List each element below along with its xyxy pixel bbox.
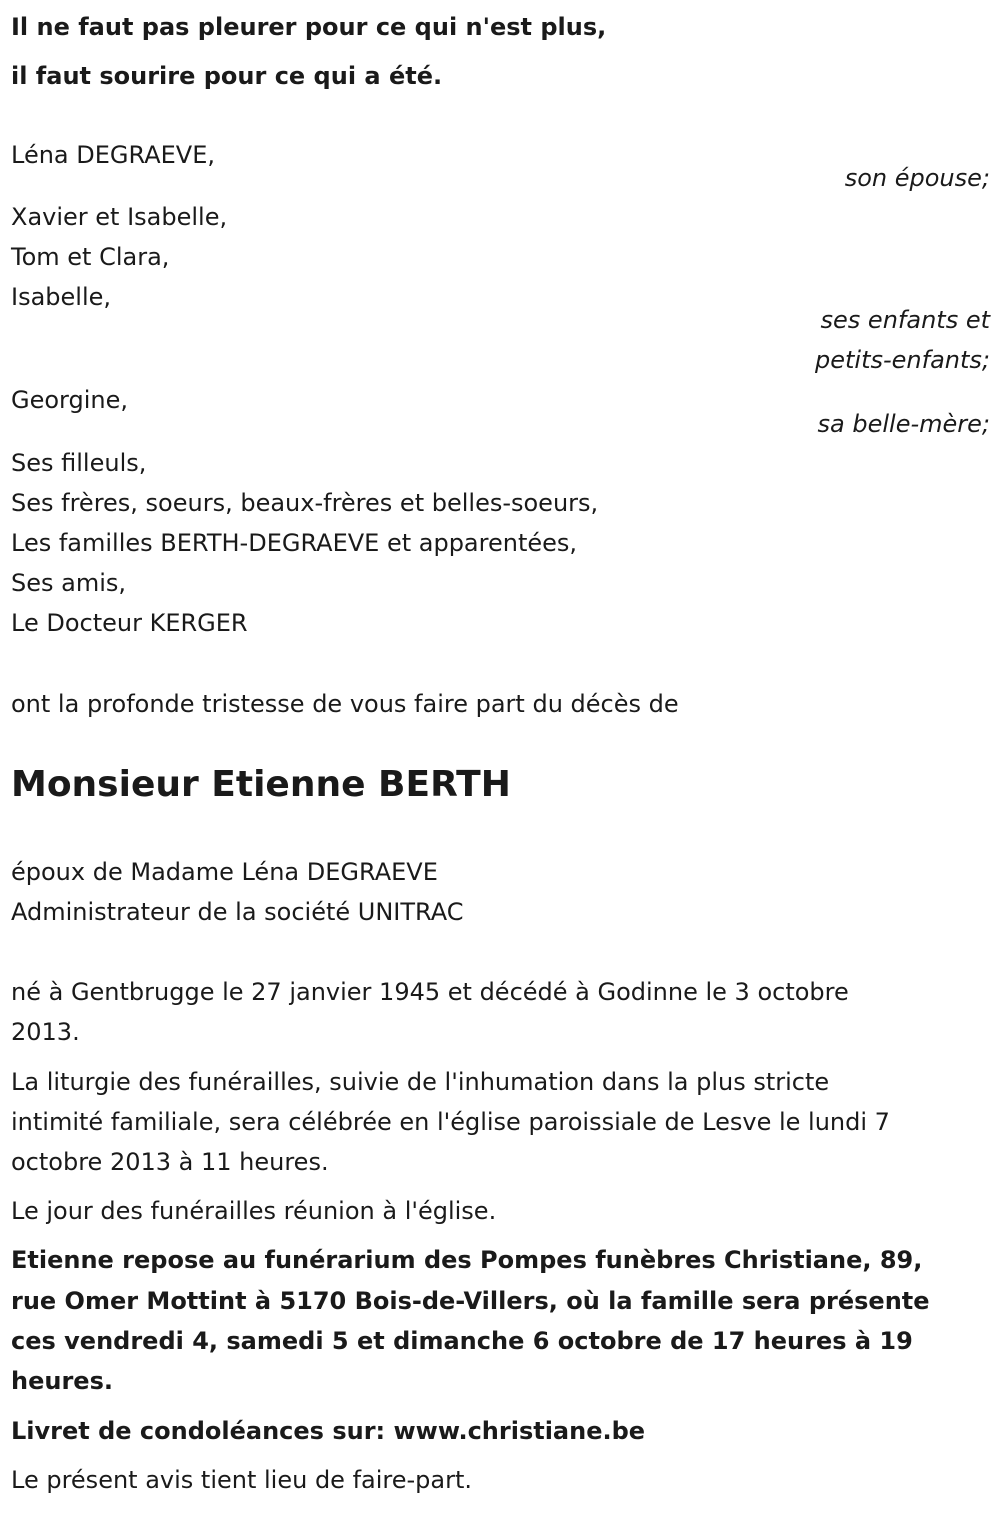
other-relative: Ses amis, (11, 569, 127, 597)
spouse-name: Léna DEGRAEVE, (11, 141, 215, 169)
profession: Administrateur de la société UNITRAC (11, 898, 464, 926)
meeting-info: Le jour des funérailles réunion à l'église. (11, 1197, 497, 1225)
child-entry: Tom et Clara, (11, 243, 170, 271)
birth-death-line-2: 2013. (11, 1018, 80, 1046)
children-role-line-2: petits-enfants; (815, 346, 990, 374)
condolences-link[interactable]: Livret de condoléances sur: www.christiane.be (11, 1417, 646, 1445)
repose-line-2: rue Omer Mottint à 5170 Bois-de-Villers, où la famille sera présente (11, 1287, 930, 1315)
mother-in-law-role: sa belle-mère; (817, 410, 990, 438)
child-entry: Isabelle, (11, 283, 112, 311)
spouse-of: époux de Madame Léna DEGRAEVE (11, 858, 438, 886)
liturgy-line-3: octobre 2013 à 11 heures. (11, 1148, 329, 1176)
other-relative: Ses filleuls, (11, 449, 147, 477)
epigraph-line-2: il faut sourire pour ce qui a été. (11, 62, 443, 90)
repose-line-4: heures. (11, 1367, 113, 1395)
spouse-role: son épouse; (844, 164, 990, 192)
repose-line-1: Etienne repose au funérarium des Pompes funèbres Christiane, 89, (11, 1246, 923, 1274)
deceased-name: Monsieur Etienne BERTH (11, 764, 511, 805)
liturgy-line-1: La liturgie des funérailles, suivie de l'inhumation dans la plus stricte (11, 1068, 830, 1096)
child-entry: Xavier et Isabelle, (11, 203, 228, 231)
repose-line-3: ces vendredi 4, samedi 5 et dimanche 6 octobre de 17 heures à 19 (11, 1327, 913, 1355)
children-role-line-1: ses enfants et (820, 306, 990, 334)
other-relative: Le Docteur KERGER (11, 609, 248, 637)
liturgy-line-2: intimité familiale, sera célébrée en l'église paroissiale de Lesve le lundi 7 (11, 1108, 890, 1136)
mother-in-law-name: Georgine, (11, 386, 128, 414)
announcement-text: ont la profonde tristesse de vous faire part du décès de (11, 690, 679, 718)
other-relative: Ses frères, soeurs, beaux-frères et belles-soeurs, (11, 489, 599, 517)
other-relative: Les familles BERTH-DEGRAEVE et apparentées, (11, 529, 578, 557)
birth-death-line-1: né à Gentbrugge le 27 janvier 1945 et décédé à Godinne le 3 octobre (11, 978, 849, 1006)
epigraph-line-1: Il ne faut pas pleurer pour ce qui n'est plus, (11, 13, 607, 41)
notice-text: Le présent avis tient lieu de faire-part. (11, 1466, 473, 1494)
